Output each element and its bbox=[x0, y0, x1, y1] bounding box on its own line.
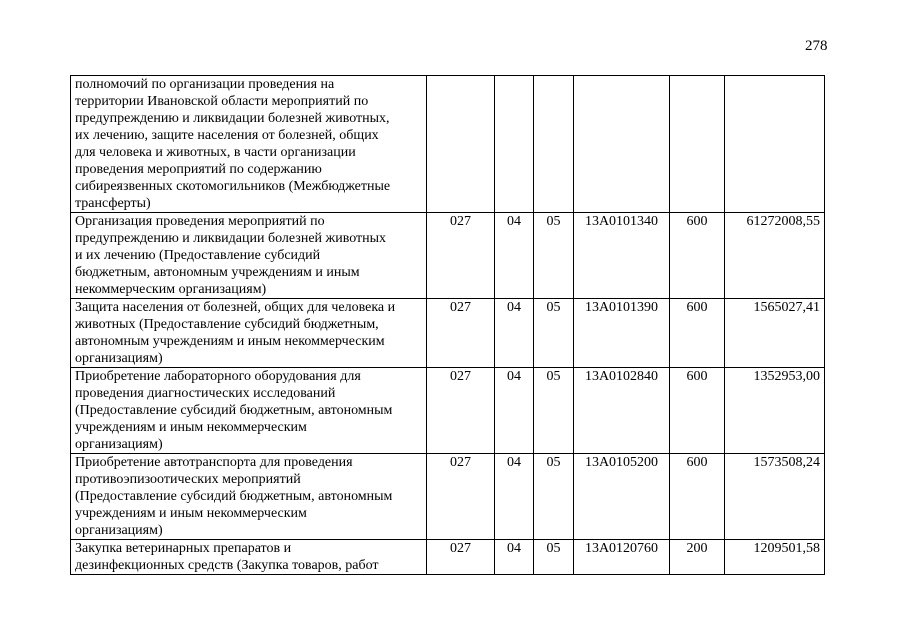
description-line: (Предоставление субсидий бюджетным, автономным bbox=[75, 403, 393, 418]
description-line: некоммерческим организациям) bbox=[75, 282, 267, 297]
amount-cell bbox=[725, 76, 825, 213]
description-cell bbox=[71, 454, 427, 540]
description-line: сибиреязвенных скотомогильников (Межбюджетные bbox=[75, 179, 391, 194]
page-number: 278 bbox=[805, 38, 828, 54]
description-cell bbox=[71, 540, 427, 575]
table-row bbox=[71, 299, 825, 368]
ministry-code-cell: 027 bbox=[427, 454, 495, 540]
table-row bbox=[71, 213, 825, 299]
ministry-code-cell: 027 bbox=[427, 299, 495, 368]
description-cell bbox=[71, 76, 427, 213]
table-row bbox=[71, 540, 825, 575]
amount-cell: 1352953,00 bbox=[725, 368, 825, 454]
description-line: Закупка ветеринарных препаратов и bbox=[75, 541, 292, 556]
description-line: противоэпизоотических мероприятий bbox=[75, 472, 301, 487]
ministry-code-cell: 027 bbox=[427, 213, 495, 299]
target-article-cell: 13А0120760 bbox=[574, 540, 670, 575]
description-line: организациям) bbox=[75, 523, 163, 538]
ministry-code-cell: 027 bbox=[427, 540, 495, 575]
expense-type-cell bbox=[670, 76, 725, 213]
table-row bbox=[71, 76, 825, 213]
description-line: и их лечению (Предоставление субсидий bbox=[75, 248, 321, 263]
description-line: их лечению, защите населения от болезней, общих bbox=[75, 128, 379, 143]
description-line: проведения мероприятий по содержанию bbox=[75, 162, 322, 177]
description-line: территории Ивановской области мероприятий по bbox=[75, 94, 369, 109]
subsection-code-cell: 05 bbox=[534, 368, 574, 454]
table-row bbox=[71, 368, 825, 454]
amount-cell: 1209501,58 bbox=[725, 540, 825, 575]
amount-cell: 1573508,24 bbox=[725, 454, 825, 540]
description-line: предупреждению и ликвидации болезней животных bbox=[75, 231, 387, 246]
subsection-code-cell: 05 bbox=[534, 540, 574, 575]
description-line: (Предоставление субсидий бюджетным, автономным bbox=[75, 489, 393, 504]
description-cell bbox=[71, 368, 427, 454]
description-line: проведения диагностических исследований bbox=[75, 386, 336, 401]
subsection-code-cell bbox=[534, 76, 574, 213]
target-article-cell: 13А0102840 bbox=[574, 368, 670, 454]
subsection-code-cell: 05 bbox=[534, 213, 574, 299]
description-line: дезинфекционных средств (Закупка товаров, работ bbox=[75, 558, 379, 573]
description-cell bbox=[71, 299, 427, 368]
section-code-cell: 04 bbox=[495, 540, 534, 575]
description-cell bbox=[71, 213, 427, 299]
description-line: учреждениям и иным некоммерческим bbox=[75, 420, 307, 435]
description-line: трансферты) bbox=[75, 196, 151, 211]
expense-type-cell: 600 bbox=[670, 368, 725, 454]
target-article-cell: 13А0101340 bbox=[574, 213, 670, 299]
expense-type-cell: 600 bbox=[670, 299, 725, 368]
target-article-cell: 13А0105200 bbox=[574, 454, 670, 540]
table-row bbox=[71, 454, 825, 540]
budget-table bbox=[70, 75, 825, 575]
description-line: для человека и животных, в части организации bbox=[75, 145, 356, 160]
target-article-cell: 13А0101390 bbox=[574, 299, 670, 368]
section-code-cell bbox=[495, 76, 534, 213]
expense-type-cell: 200 bbox=[670, 540, 725, 575]
description-line: организациям) bbox=[75, 437, 163, 452]
amount-cell: 1565027,41 bbox=[725, 299, 825, 368]
subsection-code-cell: 05 bbox=[534, 454, 574, 540]
description-line: Приобретение лабораторного оборудования для bbox=[75, 369, 361, 384]
expense-type-cell: 600 bbox=[670, 454, 725, 540]
description-line: предупреждению и ликвидации болезней животных, bbox=[75, 111, 390, 126]
expense-type-cell: 600 bbox=[670, 213, 725, 299]
description-line: Организация проведения мероприятий по bbox=[75, 214, 325, 229]
target-article-cell bbox=[574, 76, 670, 213]
description-line: учреждениям и иным некоммерческим bbox=[75, 506, 307, 521]
description-line: Приобретение автотранспорта для проведения bbox=[75, 455, 353, 470]
section-code-cell: 04 bbox=[495, 213, 534, 299]
description-line: полномочий по организации проведения на bbox=[75, 77, 335, 92]
section-code-cell: 04 bbox=[495, 299, 534, 368]
ministry-code-cell bbox=[427, 76, 495, 213]
amount-cell: 61272008,55 bbox=[725, 213, 825, 299]
description-line: организациям) bbox=[75, 351, 163, 366]
subsection-code-cell: 05 bbox=[534, 299, 574, 368]
description-line: автономным учреждениям и иным некоммерческим bbox=[75, 334, 385, 349]
section-code-cell: 04 bbox=[495, 368, 534, 454]
section-code-cell: 04 bbox=[495, 454, 534, 540]
description-line: животных (Предоставление субсидий бюджетным, bbox=[75, 317, 379, 332]
ministry-code-cell: 027 bbox=[427, 368, 495, 454]
description-line: бюджетным, автономным учреждениям и иным bbox=[75, 265, 360, 280]
description-line: Защита населения от болезней, общих для человека и bbox=[75, 300, 396, 315]
